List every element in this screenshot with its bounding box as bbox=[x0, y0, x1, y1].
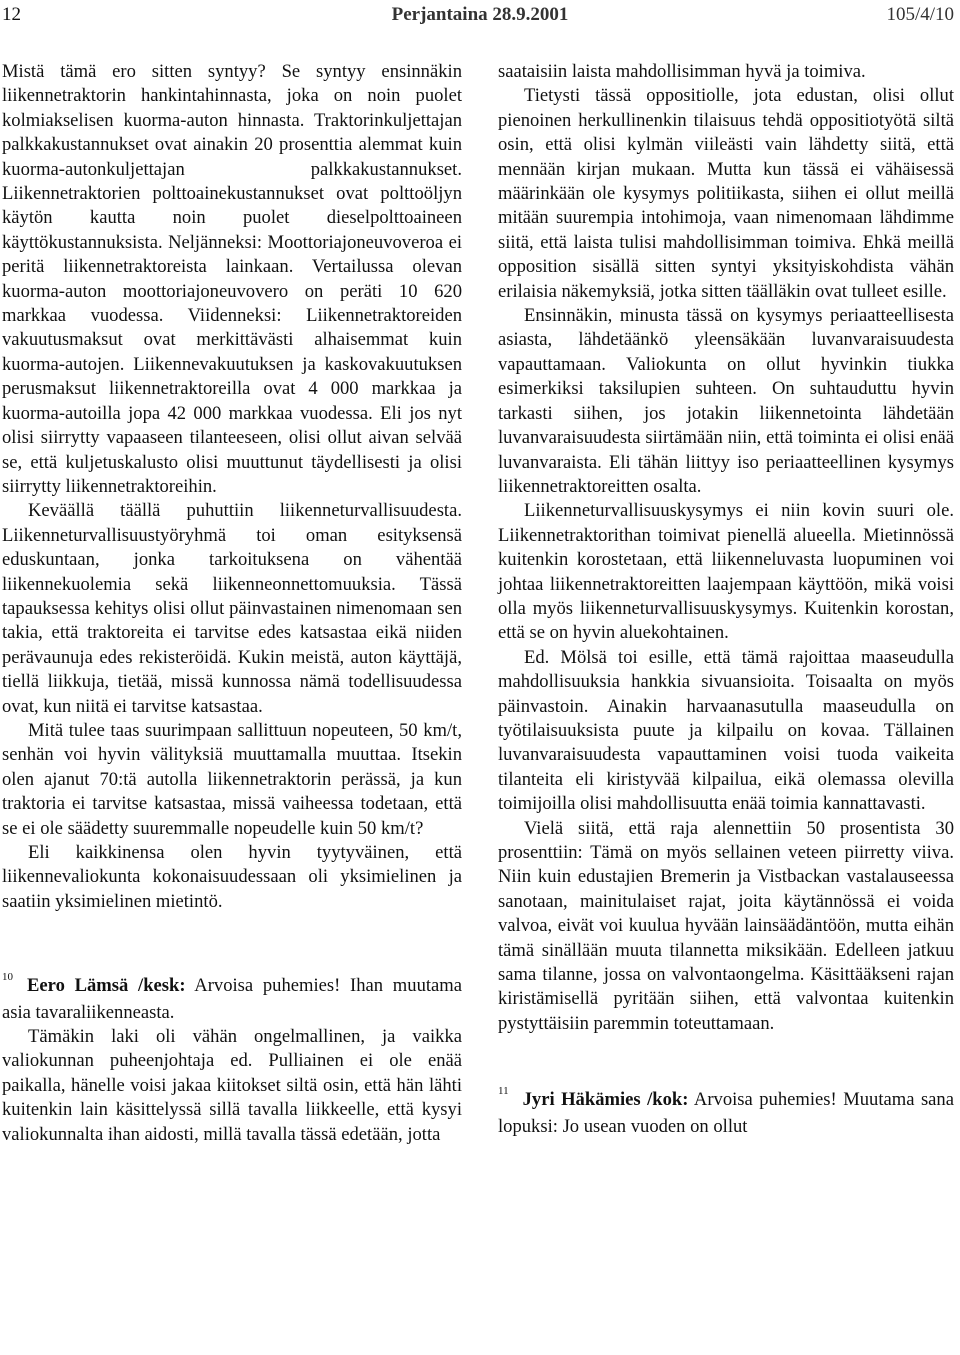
paragraph: Mitä tulee taas suurimpaan sallittuun nopeuteen, 50 km/t, senhän voi hyvin välityksiä muuttamalla muuttaa. Itsekin olen ajanut 70:tä autolla liikennetraktorin perässä, ja kun traktoria ei tarvitse katsastaa, missä vaiheessa todetaan, että se ei ole säädetty suuremmalle nopeudelle kuin 50 km/t? bbox=[2, 719, 462, 839]
page-header bbox=[0, 4, 960, 34]
speech-start bbox=[2, 971, 462, 1025]
speech-number: 10 bbox=[2, 971, 13, 984]
paragraph: Ensinnäkin, minusta tässä on kysymys periaatteellisesta asiasta, lähdetäänkö yleensäkään luvanvaraisuudesta vapauttamaan. Valiokunta on ollut hyvinkin tiukka esimerkiksi taksilupien suhteen. On suhtauduttu hyvin tarkasti siihen, jos jotakin liikennetointa lähdetään luvanvaraisuudesta siirtämään niin, että toiminta ei olisi enää luvanvaraista. Eli tähän liittyy iso periaatteellinen kysymys liikennetraktoreitten osalta. bbox=[498, 305, 954, 497]
left-column bbox=[2, 60, 462, 1350]
paragraph: Eli kaikkinensa olen hyvin tyytyväinen, että liikennevaliokunta kokonaisuudessaan oli yksimielinen ja saatiin yksimielinen mietintö. bbox=[2, 842, 462, 912]
session-date: Perjantaina 28.9.2001 bbox=[391, 4, 569, 25]
page-number: 12 bbox=[2, 4, 21, 25]
paragraph: Mistä tämä ero sitten syntyy? Se syntyy ensinnäkin liikennetraktorin hankintahinnasta, joka on noin puolet kolmiakselisen kuorma-auton hinnasta. Traktorinkuljettajan palkkakustannukset ovat ainakin 20 prosenttia alemmat kuin kuorma-autonkuljettajan palkkakustannukset. Liikennetraktorien polttoainekustannukset ovat polttoöljyn käytön kautta noin puolet dieselpolttoaineen käyttökustannuksista. Neljänneksi: Moottoriajoneuvoveroa ei peritä liikennetraktoreista lainkaan. Vertailussa olevan kuorma-auton moottoriajoneuvovero on peräti 10 620 markkaa vuodessa. Viidenneksi: Liikennetraktoreiden vakuutusmaksut ovat merkittävästi alhaisemmat kuin kuorma-autojen. Liikennevakuutuksen ja kaskovakuutuksen perusmaksut liikennetraktoreilla ovat 4 000 markkaa ja kuorma-autoilla jopa 42 000 markkaa vuodessa. Eli jos nyt olisi siirrytty vapaaseen tilanteeseen, olisi ollut aivan selvää se, että kuljetuskalusto olisi muuttunut täydellisesti ja olisi siirrytty liikennetraktoreihin. bbox=[2, 61, 462, 497]
speaker-name: Jyri Häkämies /kok: bbox=[522, 1089, 689, 1111]
paragraph: Tämäkin laki oli vähän ongelmallinen, ja vaikka valiokunnan puheenjohtaja ed. Pulliainen ei ole enää paikalla, hänelle voisi jakaa kiitokset siltä osin, että hän lähti kuitenkin lain käsittelyssä sillä tavalla liikkeelle, että kysyi valiokunnalta ihan aidosti, millä tavalla tässä edetään, jotta bbox=[2, 1026, 462, 1145]
paragraph: Liikenneturvallisuuskysymys ei niin kovin suuri ole. Liikennetraktorithan toimivat pienellä alueella. Mietinnössä kuitenkin korostetaan, että liikenneluvasta luopuminen voi johtaa liikennetraktoreitten laajempaan käyttöön, mikä voisi olla myös liikenneturvallisuuskysymys. Kuitenkin korostan, että se on hyvin aluekohtainen. bbox=[498, 500, 954, 644]
speech-text: Arvoisa puhemies! Ihan muutama asia tavaraliikenneasta. bbox=[2, 975, 462, 1023]
paragraph: Tietysti tässä oppositiolle, jota edustan, olisi ollut pienoinen herkullinenkin tilaisuus tehdä oppositiotyötä siltä osin, että olisi kylmän viileästi vain lähdetty siitä, että mennään kirjan mukaan. Mutta kun tässä ei vähäisessä määrinkään ole kysymys politiikasta, siihen ei ollut meillä mitään suurempia intohimoja, vaan nimenomaan lähdimme siitä, että laista tulisi mahdollisimman toimiva. Ehkä meillä opposition sisällä sitten syntyi yksityiskohdista vähän erilaisia näkemyksiä, jotka sitten täälläkin ovat tulleet esille. bbox=[498, 85, 954, 302]
session-reference: 105/4/10 bbox=[886, 4, 954, 25]
speech-text: Arvoisa puhemies! Muutama sana lopuksi: Jo usean vuoden on ollut bbox=[498, 1089, 954, 1137]
paragraph: Keväällä täällä puhuttiin liikenneturvallisuudesta. Liikenneturvallisuustyöryhmä toi oman esityksensä eduskuntaan, jonka tarkoituksena on vähentää liikennekuolemia sekä liikenneonnettomuuksia. Tässä tapauksessa kehitys olisi ollut päinvastainen nimenomaan sen takia, että traktoreita ei tarvitse edes katsastaa eikä niiden perävaunuja edes rekisteröidä. Kukin meistä, auton käyttäjä, tiellä liikkuja, tietää, missä kunnossa nämä todellisuudessa ovat, kun niitä ei tarvitse katsastaa. bbox=[2, 500, 462, 717]
paragraph: Vielä siitä, että raja alennettiin 50 prosentista 30 prosenttiin: Tämä on myös sellainen veteen piirretty viiva. Niin kuin edustajien Bremerin ja Vistbackan vastalauseessa sanotaan, mainitulaiset rajat, joita käytännössä ei voida valvoa, eivät voi kuulua hyvään lainsäädäntöön, mutta eihän tämä sinällään muuta tilannetta miksikään. Edelleen jatkuu sama tilanne, jossa on valvontaongelma. Käsittääkseni rajan kiristämisellä pyritään siihen, että valvontaa kuitenkin pystyttäisiin paremmin toteuttamaan. bbox=[498, 817, 954, 1034]
paragraph: Ed. Mölsä toi esille, että tämä rajoittaa maaseudulla mahdollisuuksia hankkia sivuansioita. Toisaalta on myös päinvastoin. Ainakin harvaanasutulla maaseudulla on työtilaisuuksista puute ja kilpailu on kovaa. Tällainen luvanvaraisuudesta vapauttaminen voisi tuoda vaikeita tilanteita eli kiristyvää kilpailua, eikä olemassa olevilla toimijoilla olisi mahdollisuutta enää toimia kannattavasti. bbox=[498, 646, 954, 815]
paragraph: saataisiin laista mahdollisimman hyvä ja toimiva. bbox=[498, 61, 866, 82]
speech-number: 11 bbox=[498, 1085, 509, 1098]
right-column bbox=[498, 60, 954, 1350]
speaker-name: Eero Lämsä /kesk: bbox=[27, 975, 186, 997]
speech-start bbox=[498, 1085, 954, 1139]
